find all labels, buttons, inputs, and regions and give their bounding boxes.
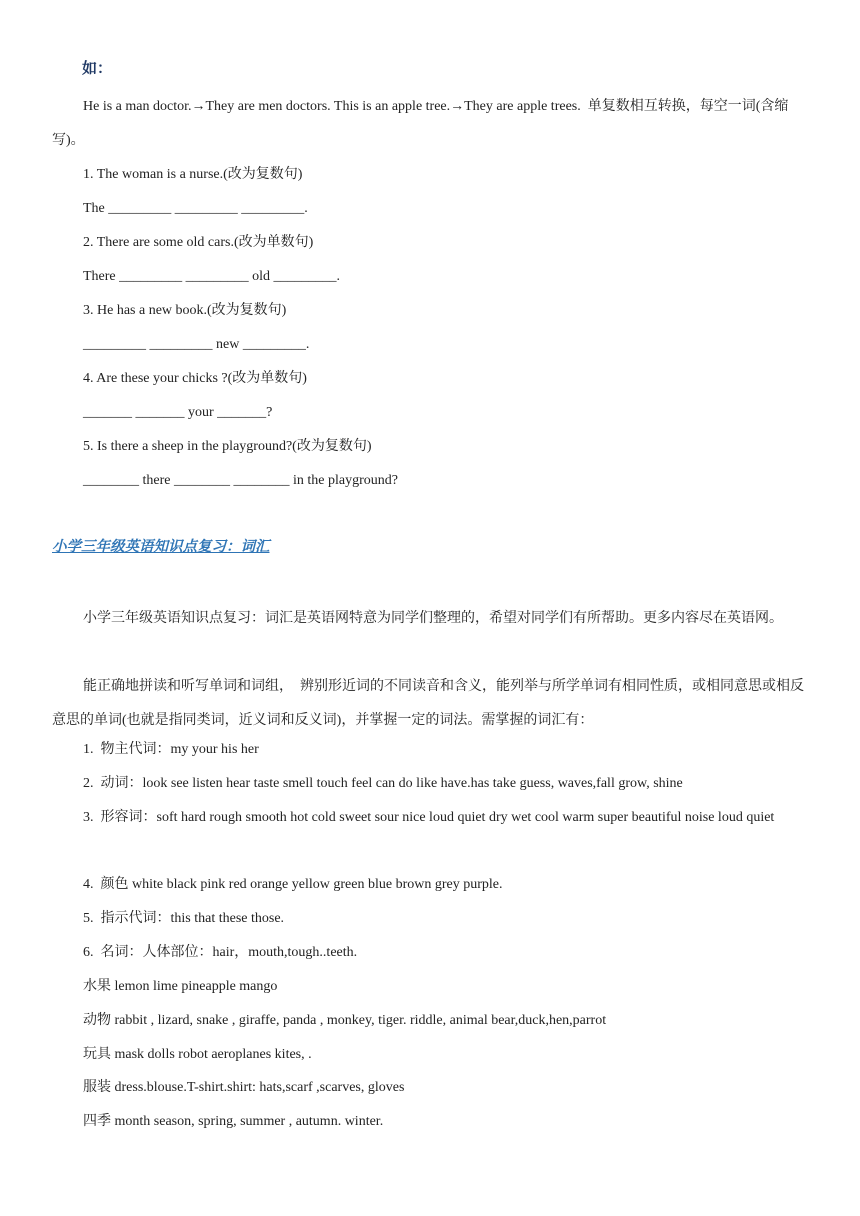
intro-paragraph: He is a man doctor.→They are men doctors. This is an apple tree.→They are apple trees. 单复数相互转换，每空一词(含缩写)。 [52, 99, 789, 148]
vocab-item-verbs: 2. 动词：look see listen hear taste smell touch feel can do like have.has take guess, waves,fall grow, shine [83, 776, 683, 791]
exercise-3-answer: _________ _________ new _________. [83, 337, 310, 352]
vocab-item-fruits: 水果 lemon lime pineapple mango [83, 979, 278, 994]
exercise-4-question: 4. Are these your chicks ?(改为单数句) [83, 371, 307, 386]
exercise-5-question: 5. Is there a sheep in the playground?(改为复数句) [83, 439, 372, 454]
exercise-1-answer: The _________ _________ _________. [83, 201, 308, 216]
section-title-link[interactable]: 小学三年级英语知识点复习：词汇 [52, 539, 270, 555]
exercise-2-question: 2. There are some old cars.(改为单数句) [83, 235, 314, 250]
exercise-1-question: 1. The woman is a nurse.(改为复数句) [83, 167, 303, 182]
vocab-item-seasons: 四季 month season, spring, summer , autumn. winter. [83, 1114, 384, 1129]
section-description-paragraph: 能正确地拼读和听写单词和词组， 辨别形近词的不同读音和含义，能列举与所学单词有相同性质，或相同意思或相反意思的单词(也就是指同类词，近义词和反义词)，并掌握一定的词法。需掌握的词汇有： [52, 679, 804, 728]
vocab-item-adjectives: 3. 形容词：soft hard rough smooth hot cold sweet sour nice loud quiet dry wet cool warm super beautiful noise loud quiet [83, 810, 775, 825]
vocab-item-demonstratives: 5. 指示代词：this that these those. [83, 911, 285, 926]
exercise-3-question: 3. He has a new book.(改为复数句) [83, 303, 287, 318]
example-heading: 如： [82, 61, 113, 77]
exercise-5-answer: ________ there ________ ________ in the playground? [83, 473, 398, 488]
vocab-item-clothing: 服装 dress.blouse.T-shirt.shirt: hats,scarf ,scarves, gloves [83, 1080, 405, 1095]
section-intro-paragraph: 小学三年级英语知识点复习：词汇是英语网特意为同学们整理的，希望对同学们有所帮助。更多内容尽在英语网。 [83, 611, 783, 626]
exercise-2-answer: There _________ _________ old _________. [83, 269, 341, 284]
exercise-4-answer: _______ _______ your _______? [83, 405, 273, 420]
vocab-item-colors: 4. 颜色 white black pink red orange yellow green blue brown grey purple. [83, 877, 503, 892]
vocab-item-nouns: 6. 名词：人体部位：hair，mouth,tough..teeth. [83, 945, 358, 960]
vocab-item-toys: 玩具 mask dolls robot aeroplanes kites, . [83, 1047, 312, 1062]
vocab-item-animals: 动物 rabbit , lizard, snake , giraffe, panda , monkey, tiger. riddle, animal bear,duck,hen,parrot [83, 1013, 607, 1028]
vocab-item-pronouns: 1. 物主代词：my your his her [83, 742, 259, 757]
